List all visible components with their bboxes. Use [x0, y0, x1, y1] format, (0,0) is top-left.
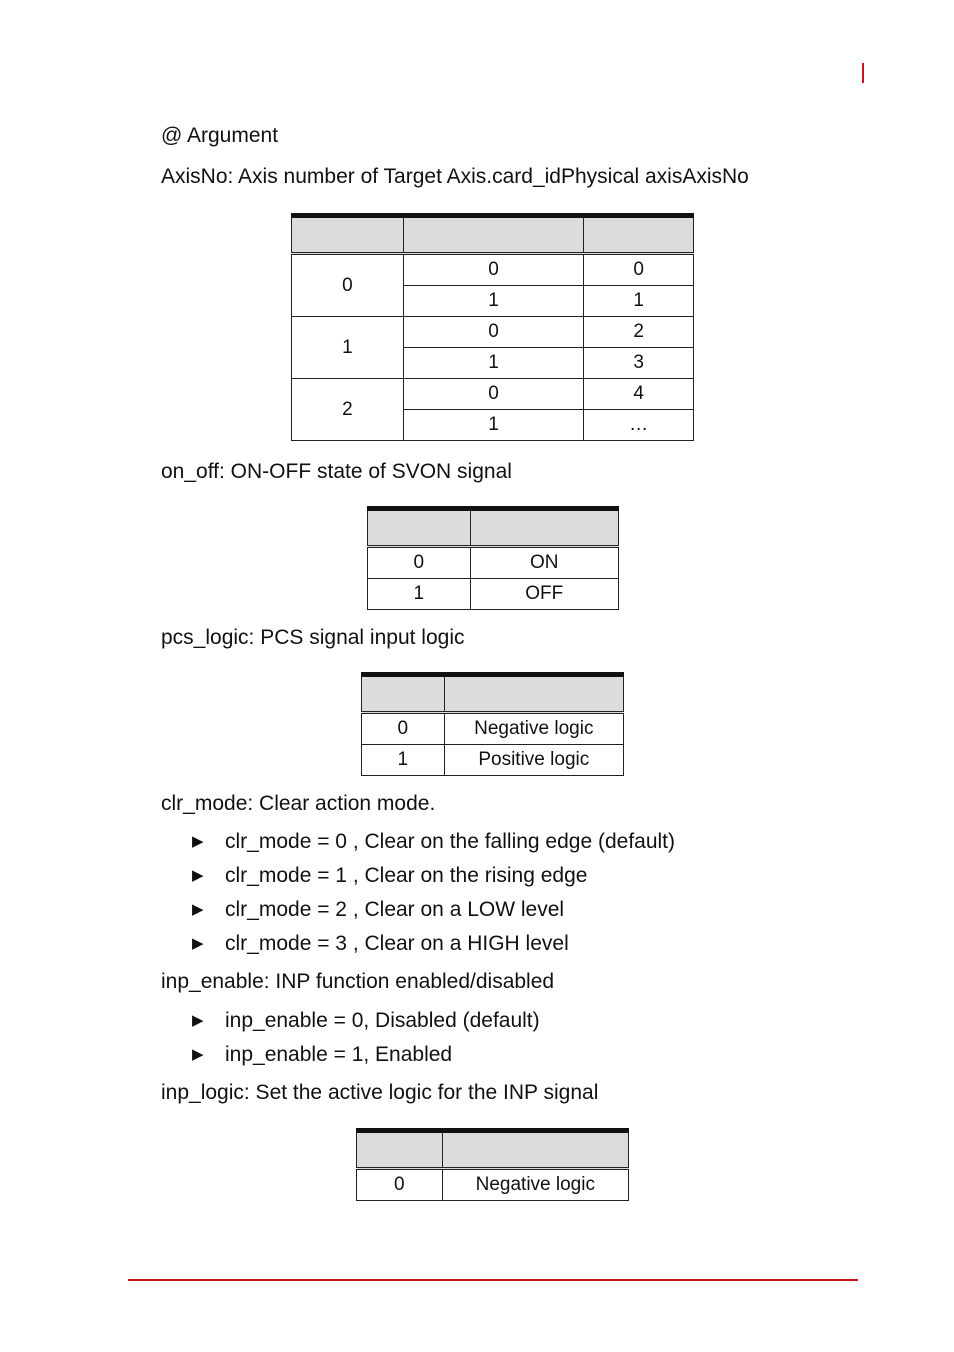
card-id-cell: 2: [292, 379, 404, 441]
table-row: [292, 379, 694, 410]
on-off-table: [367, 506, 619, 610]
list-item-text: clr_mode = 2 , Clear on a LOW level: [225, 898, 565, 921]
list-item: [192, 863, 675, 897]
bullet-triangle-icon: ▶: [192, 935, 204, 952]
inp-logic-table: [356, 1128, 629, 1201]
list-item-text: clr_mode = 1 , Clear on the rising edge: [225, 864, 588, 887]
axis-table: [291, 213, 694, 441]
table-cell: 1: [368, 579, 471, 610]
axis-table-header-card: [292, 216, 404, 254]
table-cell: Positive logic: [444, 745, 623, 776]
table-cell: 0: [403, 317, 584, 348]
table-cell: Negative logic: [442, 1169, 628, 1201]
table-cell: …: [584, 410, 694, 441]
table-cell: OFF: [470, 579, 618, 610]
footer-rule: [128, 1279, 858, 1281]
page-marker: [862, 63, 864, 83]
list-item-text: inp_enable = 0, Disabled (default): [225, 1009, 540, 1032]
inp-enable-list: [192, 1008, 540, 1076]
clr-mode-description: clr_mode: Clear action mode.: [161, 792, 436, 815]
bullet-triangle-icon: ▶: [192, 867, 204, 884]
on-off-description: on_off: ON-OFF state of SVON signal: [161, 460, 512, 483]
pcs-logic-table: [361, 672, 624, 776]
table-cell: 0: [584, 254, 694, 286]
axis-table-header-axisno: [584, 216, 694, 254]
bullet-triangle-icon: ▶: [192, 1046, 204, 1063]
table-row: [292, 317, 694, 348]
table-cell: 3: [584, 348, 694, 379]
list-item: [192, 931, 675, 965]
table-cell: 0: [362, 713, 445, 745]
list-item-text: inp_enable = 1, Enabled: [225, 1043, 453, 1066]
list-item: [192, 1008, 540, 1042]
table-row: [362, 713, 624, 745]
table-cell: Negative logic: [444, 713, 623, 745]
table-cell: 1: [584, 286, 694, 317]
table-cell: 0: [403, 254, 584, 286]
inp-enable-description: inp_enable: INP function enabled/disabled: [161, 970, 555, 993]
on-off-header-meaning: [470, 509, 618, 547]
table-cell: ON: [470, 547, 618, 579]
inp-logic-description: inp_logic: Set the active logic for the INP signal: [161, 1081, 599, 1104]
list-item: [192, 829, 675, 863]
inp-header-meaning: [442, 1131, 628, 1169]
table-cell: 1: [403, 286, 584, 317]
pcs-header-value: [362, 675, 445, 713]
axis-table-header-port: [403, 216, 584, 254]
list-item-text: clr_mode = 3 , Clear on a HIGH level: [225, 932, 569, 955]
table-row: [368, 579, 619, 610]
inp-header-value: [357, 1131, 443, 1169]
table-cell: 0: [357, 1169, 443, 1201]
table-cell: 1: [403, 410, 584, 441]
clr-mode-list: [192, 829, 675, 965]
card-id-cell: 0: [292, 254, 404, 317]
table-cell: 2: [584, 317, 694, 348]
on-off-header-value: [368, 509, 471, 547]
table-row: [362, 745, 624, 776]
argument-heading: @ Argument: [161, 124, 279, 147]
bullet-triangle-icon: ▶: [192, 1012, 204, 1029]
table-cell: 1: [403, 348, 584, 379]
list-item: [192, 1042, 540, 1076]
table-cell: 1: [362, 745, 445, 776]
bullet-triangle-icon: ▶: [192, 901, 204, 918]
table-cell: 0: [368, 547, 471, 579]
list-item: [192, 897, 675, 931]
table-row: [292, 254, 694, 286]
table-cell: 4: [584, 379, 694, 410]
list-item-text: clr_mode = 0 , Clear on the falling edge (default): [225, 830, 676, 853]
table-cell: 0: [403, 379, 584, 410]
bullet-triangle-icon: ▶: [192, 833, 204, 850]
table-row: [357, 1169, 629, 1201]
card-id-cell: 1: [292, 317, 404, 379]
pcs-header-meaning: [444, 675, 623, 713]
pcs-logic-description: pcs_logic: PCS signal input logic: [161, 626, 465, 649]
table-row: [368, 547, 619, 579]
axisno-description: AxisNo: Axis number of Target Axis.card_idPhysical axisAxisNo: [161, 165, 749, 188]
